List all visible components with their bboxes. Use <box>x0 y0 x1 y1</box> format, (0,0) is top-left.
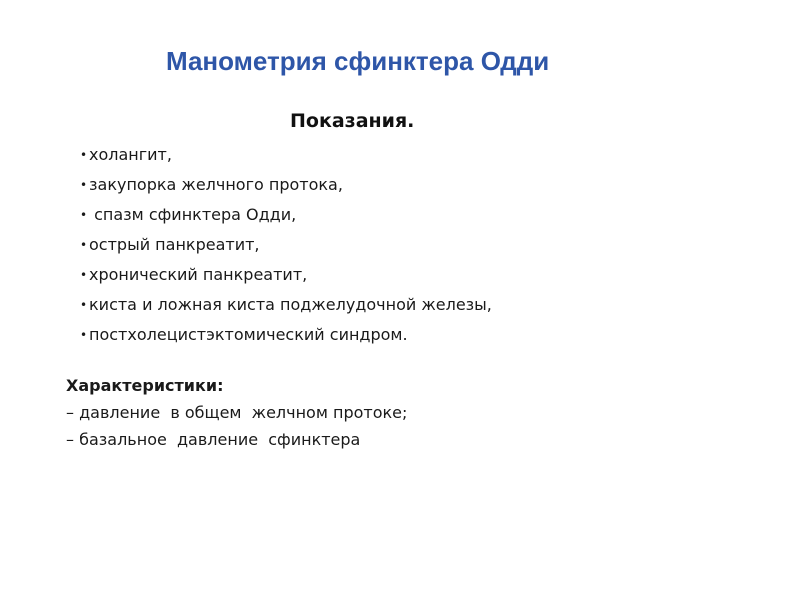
bullet-icon: • <box>80 298 88 312</box>
list-item-text: хронический панкреатит, <box>89 265 308 284</box>
list-item-text: киста и ложная киста поджелудочной железы, <box>89 295 492 314</box>
list-item <box>80 140 492 170</box>
list-item <box>80 170 492 200</box>
characteristics-line: – базальное давление сфинктера <box>66 430 361 449</box>
list-item <box>80 230 492 260</box>
bullet-icon: • <box>80 268 88 282</box>
list-item-text: закупорка желчного протока, <box>89 175 343 194</box>
list-item-text: спазм сфинктера Одди, <box>89 205 297 224</box>
bullet-icon: • <box>80 328 88 342</box>
slide-title: Манометрия сфинктера Одди <box>166 46 550 76</box>
bullet-icon: • <box>80 238 88 252</box>
bullet-icon: • <box>80 148 88 162</box>
list-item-text: острый панкреатит, <box>89 235 260 254</box>
bullet-icon: • <box>80 178 88 192</box>
list-item <box>80 320 492 350</box>
characteristics-block <box>66 373 407 453</box>
characteristics-heading: Характеристики: <box>66 376 224 395</box>
bullet-icon: • <box>80 208 88 222</box>
list-item-text: холангит, <box>89 145 172 164</box>
indications-list <box>80 140 492 350</box>
list-item <box>80 290 492 320</box>
list-item <box>80 200 492 230</box>
characteristics-line: – давление в общем желчном протоке; <box>66 403 408 422</box>
list-item-text: постхолецистэктомический синдром. <box>89 325 408 344</box>
list-item <box>80 260 492 290</box>
slide-subtitle: Показания. <box>290 110 415 132</box>
